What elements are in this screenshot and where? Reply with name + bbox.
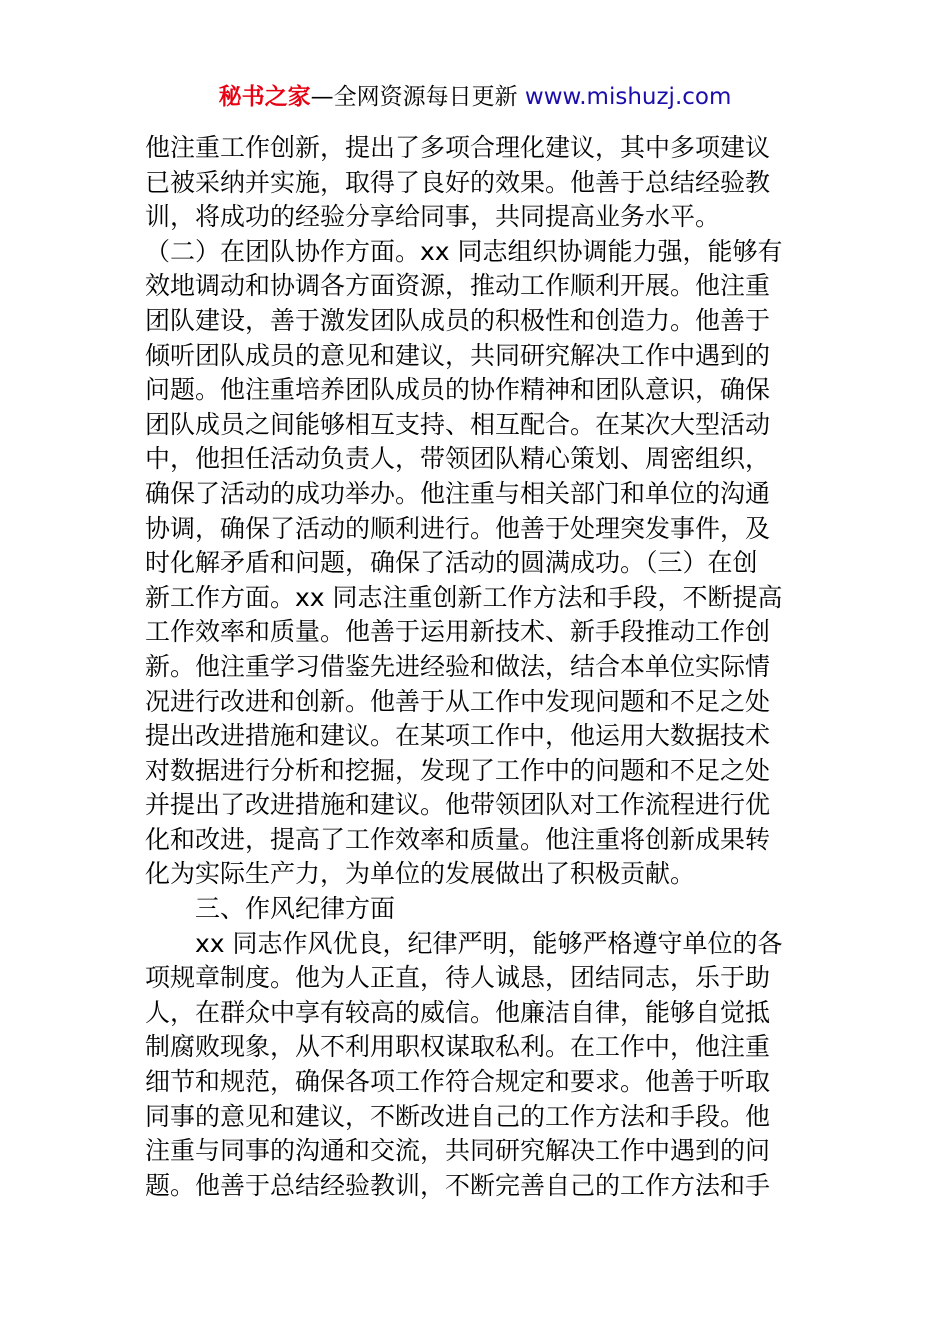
text-line: 化为实际生产力，为单位的发展做出了积极贡献。 [145,859,696,889]
site-header [0,80,950,114]
text-line: 他注重工作创新，提出了多项合理化建议，其中多项建议 [145,133,771,162]
text-line: 新工作方面。xx 同志注重创新工作方法和手段，不断提高 [145,582,783,612]
text-line: 对数据进行分析和挖掘，发现了工作中的问题和不足之处 [145,755,771,785]
text-line: 训，将成功的经验分享给同事，共同提高业务水平。 [145,202,721,232]
text-line: 确保了活动的成功举办。他注重与相关部门和单位的沟通 [145,478,771,508]
text-line: 制腐败现象，从不利用职权谋取私利。在工作中，他注重 [145,1032,771,1062]
site-brand: 秘书之家 [218,84,311,110]
text-line: 项规章制度。他为人正直，待人诚恳，团结同志，乐于助 [145,963,771,993]
text-line: 细节和规范，确保各项工作符合规定和要求。他善于听取 [145,1067,771,1097]
text-line: 团队建设，善于激发团队成员的积极性和创造力。他善于 [145,305,771,335]
text-line: 工作效率和质量。他善于运用新技术、新手段推动工作创 [145,617,771,647]
text-line: 协调，确保了活动的顺利进行。他善于处理突发事件，及 [145,513,771,543]
text-line: 效地调动和协调各方面资源，推动工作顺利开展。他注重 [145,271,771,301]
text-line: xx 同志作风优良，纪律严明，能够严格遵守单位的各 [195,928,783,958]
text-line: 注重与同事的沟通和交流，共同研究解决工作中遇到的问 [145,1136,771,1166]
text-line: 时化解矛盾和问题，确保了活动的圆满成功。（三）在创 [145,548,758,578]
text-line: 况进行改进和创新。他善于从工作中发现问题和不足之处 [145,686,771,716]
document-body [145,131,811,1203]
text-line: 中，他担任活动负责人，带领团队精心策划、周密组织， [145,444,771,474]
text-line: 问题。他注重培养团队成员的协作精神和团队意识，确保 [145,375,771,405]
site-url-link[interactable]: www.mishuzj.com [524,84,732,110]
text-line: 化和改进，提高了工作效率和质量。他注重将创新成果转 [145,824,771,854]
section-heading: 三、作风纪律方面 [195,894,396,924]
text-line: 题。他善于总结经验教训，不断完善自己的工作方法和手 [145,1170,771,1200]
text-line: 已被采纳并实施，取得了良好的效果。他善于总结经验教 [145,167,771,197]
text-line: （二）在团队协作方面。xx 同志组织协调能力强，能够有 [145,236,783,266]
text-line: 团队成员之间能够相互支持、相互配合。在某次大型活动 [145,409,771,439]
text-line: 人，在群众中享有较高的威信。他廉洁自律，能够自觉抵 [145,997,771,1027]
text-line: 并提出了改进措施和建议。他带领团队对工作流程进行优 [145,790,771,820]
text-line: 新。他注重学习借鉴先进经验和做法，结合本单位实际情 [145,651,771,681]
text-line: 提出改进措施和建议。在某项工作中，他运用大数据技术 [145,721,771,751]
site-tagline: —全网资源每日更新 [310,84,518,110]
text-line: 倾听团队成员的意见和建议，共同研究解决工作中遇到的 [145,340,771,370]
text-line: 同事的意见和建议，不断改进自己的工作方法和手段。他 [145,1101,771,1131]
